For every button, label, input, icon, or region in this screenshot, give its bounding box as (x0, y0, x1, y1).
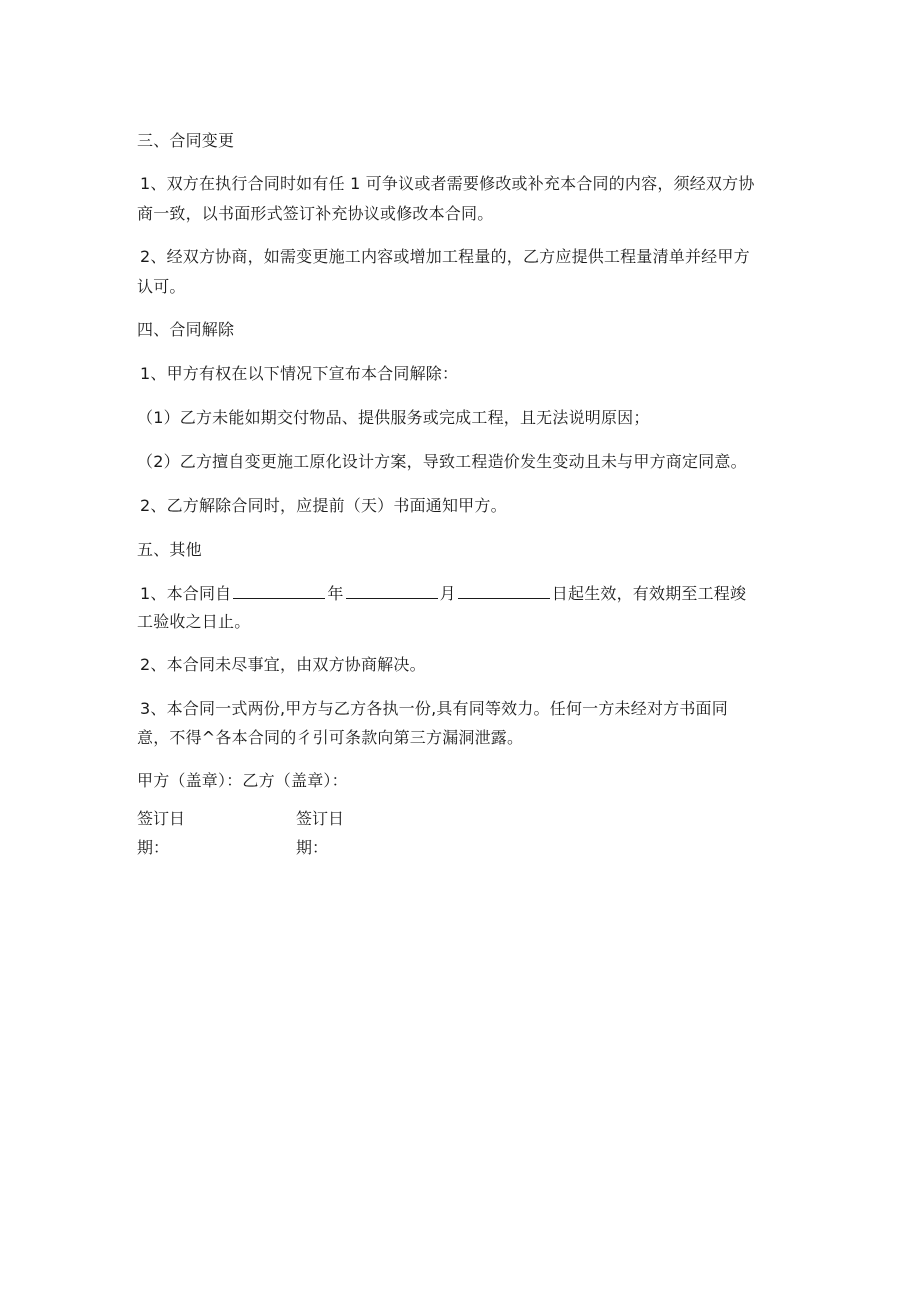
year-blank (233, 583, 325, 599)
section-4-item-2: 2、乙方解除合同时，应提前（天）书面通知甲方。 (140, 496, 507, 515)
section-5-item-3-line-1: 3、本合同一式两份,甲方与乙方各执一份,具有同等效力。任何一方未经对方书面同 (140, 699, 728, 718)
section-3-heading: 三、合同变更 (137, 131, 235, 150)
party-b-date-label-line-1: 签订日 (296, 809, 345, 828)
day-blank (458, 583, 550, 599)
section-5-item-2: 2、本合同未尽事宜，由双方协商解决。 (140, 655, 426, 674)
party-b-date-label-line-2: 期： (296, 838, 329, 857)
section-4-sub-item-1: （1）乙方未能如期交付物品、提供服务或完成工程，且无法说明原因； (137, 408, 650, 427)
section-5-item-1-line-1 (140, 583, 746, 604)
year-label: 年 (327, 584, 344, 603)
section-5-item-1-line-2: 工验收之日止。 (137, 612, 251, 631)
section-3-item-1-line-2: 商一致，以书面形式签订补充协议或修改本合同。 (137, 204, 494, 223)
effective-date-suffix: 日起生效，有效期至工程竣 (551, 584, 747, 603)
section-3-item-2-line-1: 2、经双方协商，如需变更施工内容或增加工程量的，乙方应提供工程量清单并经甲方 (140, 247, 750, 266)
month-blank (346, 583, 438, 599)
month-label: 月 (439, 584, 456, 603)
section-4-sub-item-2: （2）乙方擅自变更施工原化设计方案，导致工程造价发生变动且未与甲方商定同意。 (137, 452, 747, 471)
party-a-date-label-line-2: 期： (137, 838, 170, 857)
effective-date-prefix: 1、本合同自 (140, 584, 232, 603)
section-3-item-2-line-2: 认可。 (137, 277, 186, 296)
signature-parties: 甲方（盖章）：乙方（盖章）： (137, 771, 348, 790)
party-a-date-label-line-1: 签订日 (137, 809, 186, 828)
section-5-item-3-line-2: 意，不得^各本合同的彳引可条款向第三方漏洞泄露。 (137, 728, 524, 747)
section-3-item-1-line-1: 1、双方在执行合同时如有任 1 可争议或者需要修改或补充本合同的内容，须经双方协 (140, 174, 755, 193)
section-4-heading: 四、合同解除 (137, 320, 235, 339)
section-4-item-1: 1、甲方有权在以下情况下宣布本合同解除： (140, 364, 459, 383)
section-5-heading: 五、其他 (137, 540, 202, 559)
